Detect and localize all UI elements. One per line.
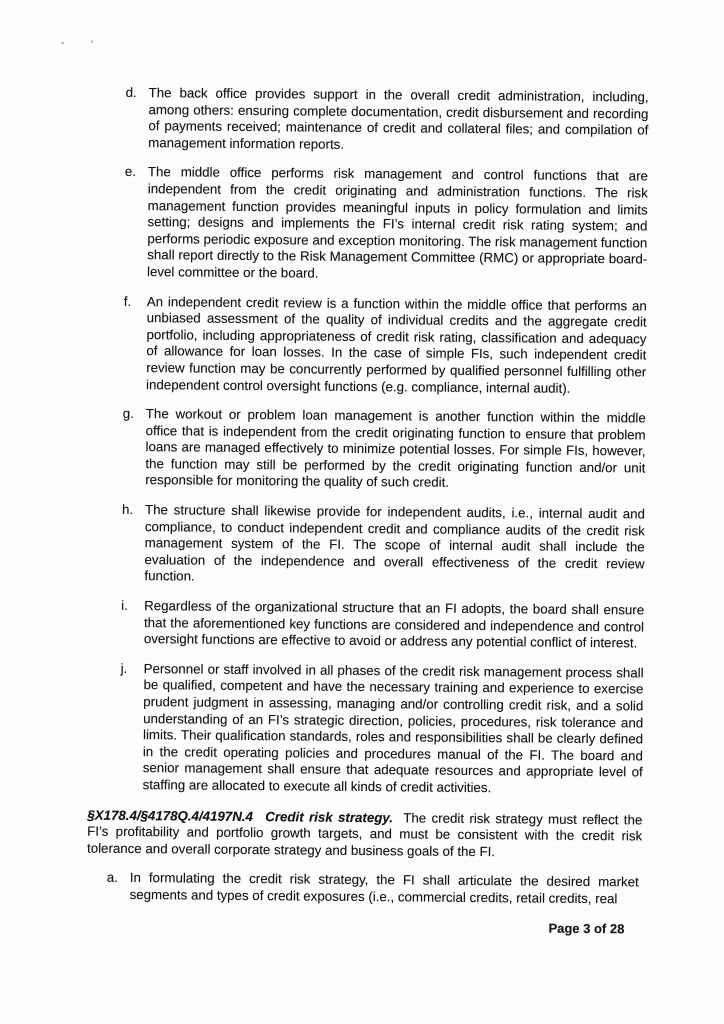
list-marker: i. (121, 597, 128, 613)
section-body-text: The credit risk strategy must reflect the FI’s profitability and portfolio growth targets, and must be consistent with the credit risk tolerance and overall corporate strategy and business goals of the FI. (86, 809, 643, 859)
paragraph-text: The structure shall likewise provide for independent audits, i.e., internal audit and compliance, to conduct independent credit and compliance audits of the credit risk management system of the FI. The scope of internal audit shall include the evaluation of the independence and overall effectiveness of the credit review function. (144, 502, 646, 584)
list-marker: j. (120, 660, 128, 676)
page-number: Page 3 of 28 (548, 920, 625, 936)
list-item-f (123, 293, 647, 397)
scan-artifact (61, 42, 64, 44)
section-heading-paragraph (87, 807, 642, 862)
paragraph-text: In formulating the credit risk strategy, the FI shall articulate the desired market segments and types of credit exposures (i.e., commercial credits, retail credits, real (129, 870, 639, 907)
list-item-i (121, 598, 644, 652)
list-item-e (124, 164, 648, 285)
list-marker: a. (106, 870, 118, 886)
scan-artifact (91, 40, 93, 43)
list-item-h (121, 502, 645, 590)
paragraph-text: The back office provides support in the overall credit administration, including, among others: ensuring complete documentation, credit disbursement and recording of payments received; maintenance of credit and collateral files; and compilation of management information reports. (148, 85, 649, 152)
list-item-j (120, 661, 644, 798)
section-reference: §X178.4/§4178Q.4/4197N.4 (87, 807, 254, 824)
paragraph-text: The middle office performs risk management and control functions that are independent from the credit originating and administration functions. The risk management function provides meaningful inputs in policy formulation and limits setting; designs and implements the FI’s internal credit risk rating system; and performs periodic exposure and exception monitoring. The risk management function shall report directly to the Risk Management Committee (RMC) or appropriate board-level committee or the board. (147, 164, 648, 281)
list-marker: e. (124, 164, 137, 180)
list-marker: g. (122, 406, 135, 422)
list-marker: d. (125, 84, 137, 101)
list-marker: h. (121, 501, 134, 518)
paragraph-text: An independent credit review is a function within the middle office that performs an unbiased assessment of the quality of individual credits and the aggregate credit portfolio, including appropriateness of credit risk rating, classification and adequacy of allowance for loan losses. In the case of simple FIs, such independent credit review function may be concurrently performed by qualified personnel fulfilling other independent control oversight functions (e.g. compliance, internal audit). (146, 293, 647, 396)
paragraph-text: The workout or problem loan management is another function within the middle office that is independent from the credit originating function to ensure that problem loans are managed effectively to minimize potential losses. For simple FIs, however, the function may still be performed by the credit originating function and/or unit responsible for monitoring the quality of such credit. (145, 406, 646, 491)
page-content (0, 84, 724, 938)
section-title: Credit risk strategy. (265, 808, 394, 825)
list-marker: f. (123, 293, 132, 309)
paragraph-text: Regardless of the organizational structure that an FI adopts, the board shall ensure that the aforementioned key functions are considered and independence and control oversight functions are effective to avoid or address any potential conflict of interest. (143, 598, 645, 651)
list-item-g (122, 406, 646, 494)
paragraph-text: Personnel or staff involved in all phases of the credit risk management process shall be qualified, competent and have the necessary training and experience to exercise prudent judgment in assessing, managing and/or controlling credit risk, and a solid understanding of an FI’s strategic direction, policies, procedures, risk tolerance and limits. Their qualification standards, roles and responsibilities shall be clearly defined in the credit operating policies and procedures manual of the FI. The board and senior management shall ensure that adequate resources and appropriate level of staffing are allocated to execute all kinds of credit activities. (142, 660, 644, 796)
list-item-d (125, 85, 649, 156)
list-item-a (107, 870, 639, 908)
